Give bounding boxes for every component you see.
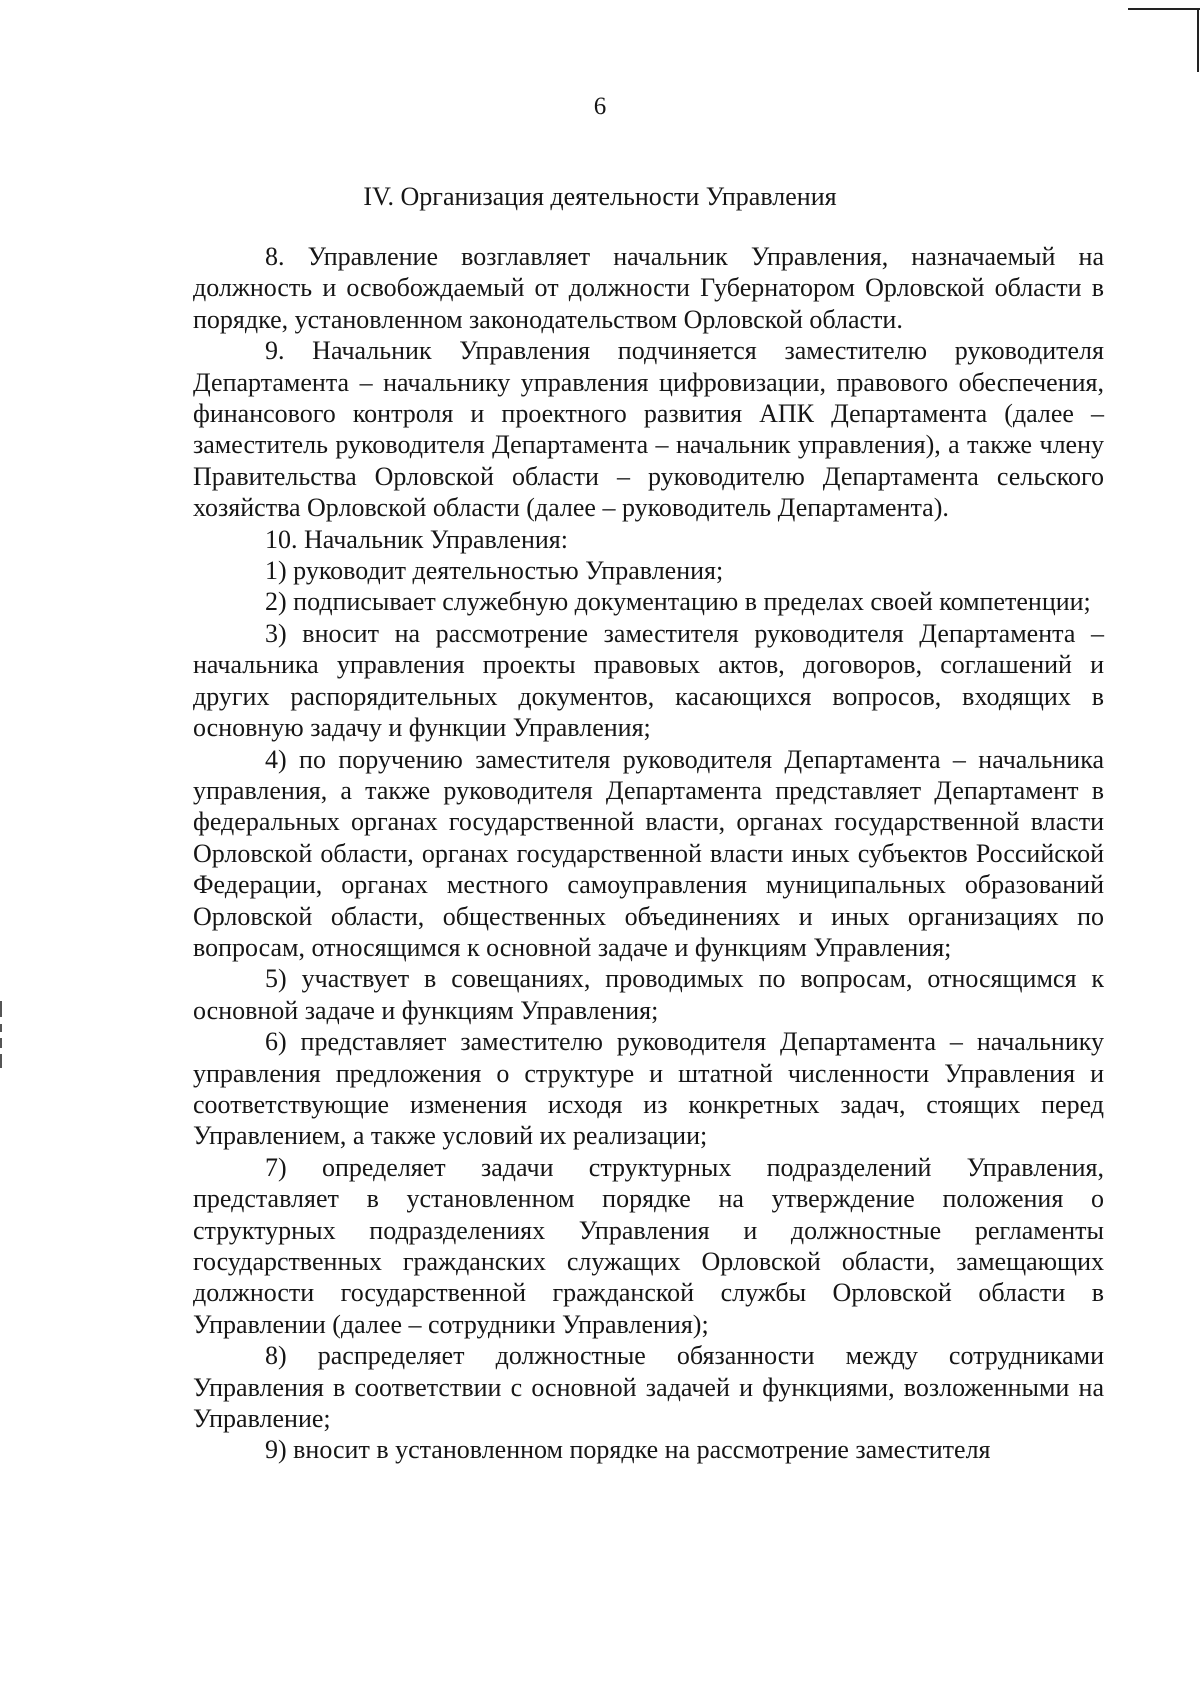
scan-edge-top	[1128, 8, 1200, 10]
page-number: 6	[593, 93, 607, 120]
subitem-1: 1) руководит деятельностью Управления;	[265, 556, 724, 586]
subitem-8: 8) распределяет должностные обязанности между сотрудниками Управления в соответствии с основной задачей и функциями, возложенными на Управление;	[193, 1341, 1104, 1434]
section-title: IV. Организация деятельности Управления	[363, 182, 837, 211]
paragraph-item-9: 9. Начальник Управления подчиняется заместителю руководителя Департамента – начальнику управления цифровизации, правового обеспечения, финансового контроля и проектного развития АПК Департамента (далее – заместитель руководителя Департамента – начальник управления), а также члену Правительства Орловской области – руководителю Департамента сельского хозяйства Орловской области (далее – руководитель Департамента).	[193, 336, 1104, 523]
binding-mark	[0, 1024, 2, 1032]
subitem-2: 2) подписывает служебную документацию в пределах своей компетенции;	[265, 587, 1091, 617]
scan-edge-right	[1197, 8, 1199, 72]
document-body	[193, 241, 1104, 1466]
binding-mark	[0, 1001, 2, 1017]
binding-mark	[0, 1054, 2, 1068]
binding-mark	[0, 1038, 2, 1048]
subitem-7: 7) определяет задачи структурных подразделений Управления, представляет в установленном порядке на утверждение положения о структурных подразделениях Управления и должностные регламенты государственных гражданских служащих Орловской области, замещающих должности государственной гражданской службы Орловской области в Управлении (далее – сотрудники Управления);	[193, 1152, 1104, 1339]
subitem-9: 9) вносит в установленном порядке на рассмотрение заместителя	[265, 1435, 991, 1465]
subitem-6: 6) представляет заместителю руководителя Департамента – начальнику управления предложения о структуре и штатной численности Управления и соответствующие изменения исходя из конкретных задач, стоящих перед Управлением, а также условий их реализации;	[193, 1027, 1104, 1151]
subitem-5: 5) участвует в совещаниях, проводимых по вопросам, относящимся к основной задаче и функциям Управления;	[193, 964, 1104, 1025]
subitem-3: 3) вносит на рассмотрение заместителя руководителя Департамента – начальника управления проекты правовых актов, договоров, соглашений и других распорядительных документов, касающихся вопросов, входящих в основную задачу и функции Управления;	[193, 618, 1104, 743]
paragraph-item-8: 8. Управление возглавляет начальник Управления, назначаемый на должность и освобождаемый от должности Губернатором Орловской области в порядке, установленном законодательством Орловской области.	[193, 242, 1104, 334]
subitem-4: 4) по поручению заместителя руководителя Департамента – начальника управления, а также руководителя Департамента представляет Департамент в федеральных органах государственной власти, органах государственной власти Орловской области, органах государственной власти иных субъектов Российской Федерации, органах местного самоуправления муниципальных образований Орловской области, общественных объединениях и иных организациях по вопросам, относящимся к основной задаче и функциям Управления;	[193, 744, 1104, 962]
paragraph-item-10: 10. Начальник Управления:	[265, 524, 568, 554]
